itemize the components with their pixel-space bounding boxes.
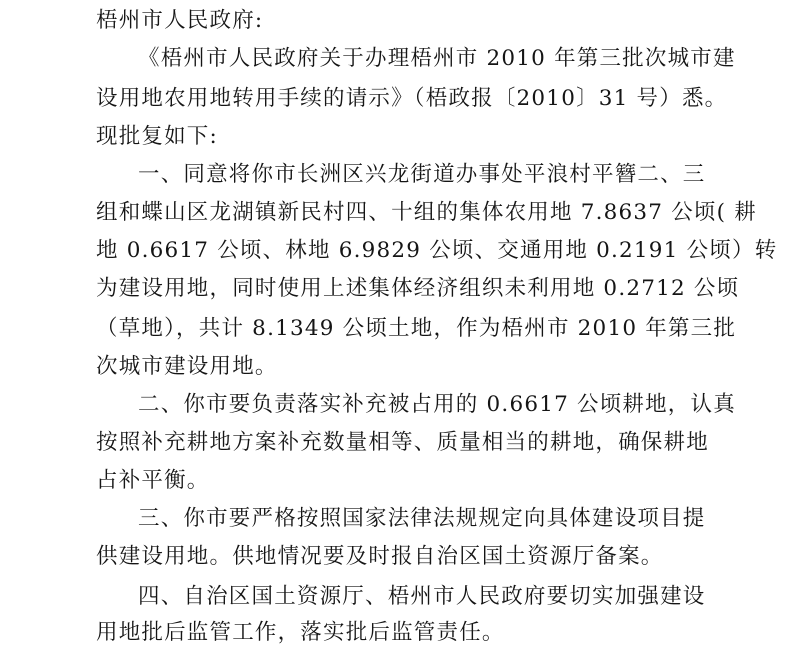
- item1-line: 一、同意将你市长洲区兴龙街道办事处平浪村平簪二、三: [138, 162, 706, 187]
- item1-line: 为建设用地，同时使用上述集体经济组织未利用地 0.2712 公顷: [96, 276, 740, 301]
- item3-line: 三、你市要严格按照国家法律法规规定向具体建设项目提: [138, 506, 706, 531]
- item2-line: 二、你市要负责落实补充被占用的 0.6617 公顷耕地，认真: [138, 392, 736, 417]
- item3-line: 供建设用地。供地情况要及时报自治区国土资源厅备案。: [96, 544, 664, 569]
- item2-line: 占补平衡。: [96, 468, 210, 493]
- item4-line: 用地批后监管工作，落实批后监管责任。: [96, 620, 505, 645]
- item1-line: 组和蝶山区龙湖镇新民村四、十组的集体农用地 7.8637 公顷( 耕: [96, 200, 757, 225]
- salutation: 梧州市人民政府:: [96, 8, 264, 33]
- item2-line: 按照补充耕地方案补充数量相等、质量相当的耕地，确保耕地: [96, 430, 709, 455]
- item1-line: 次城市建设用地。: [96, 354, 278, 379]
- item4-line: 四、自治区国土资源厅、梧州市人民政府要切实加强建设: [138, 584, 706, 609]
- item1-line: 地 0.6617 公顷、林地 6.9829 公顷、交通用地 0.2191 公顷）转: [96, 238, 778, 263]
- item1-line: （草地），共计 8.1349 公顷土地，作为梧州市 2010 年第三批: [96, 316, 737, 341]
- intro-line: 《梧州市人民政府关于办理梧州市 2010 年第三批次城市建: [138, 46, 736, 71]
- intro-line: 现批复如下:: [96, 124, 218, 149]
- intro-line: 设用地农用地转用手续的请示》（梧政报〔2010〕31 号）悉。: [96, 86, 728, 111]
